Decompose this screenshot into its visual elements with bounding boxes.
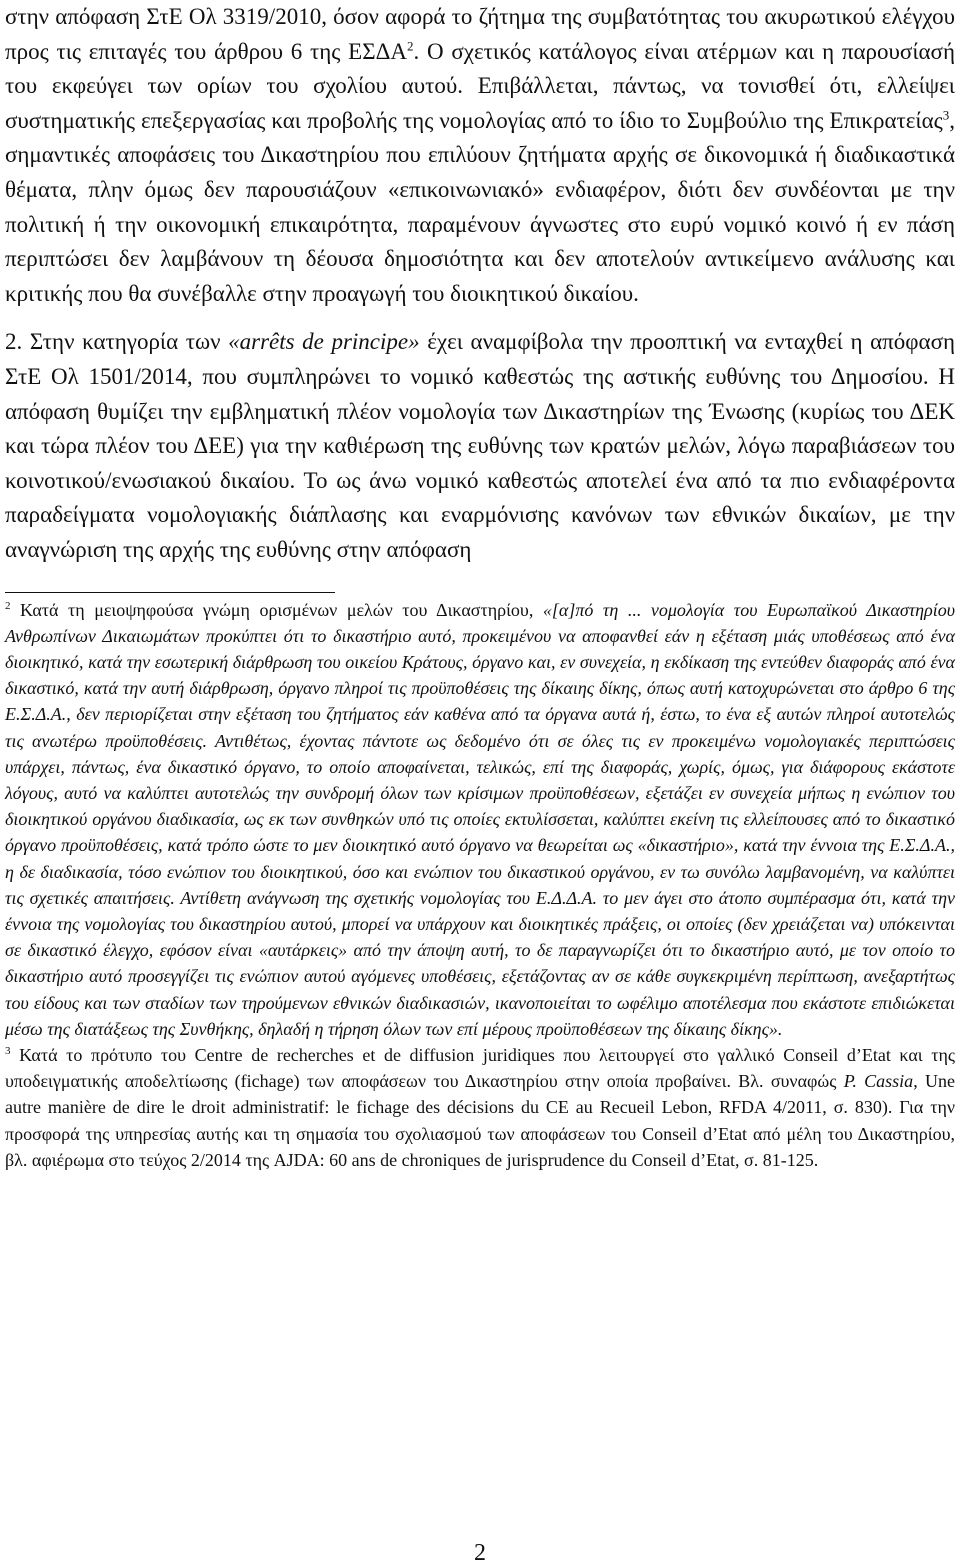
footnote-2-quote: «[α]πό τη ... νομολογία του Ευρωπαϊκού Δικαστηρίου Ανθρωπίνων Δικαιωμάτων προκύπτει ότι το δικαστήριο αυτό, προκειμένου να αποφανθεί εάν η εξέταση μιάς υποθέσεως από ένα διοικητικό, κατά την εσωτερική διάρθρωση του οικείου Κράτους, όργανο και, εν συνεχεία, η εκδίκαση της εντεύθεν διαφοράς από ένα δικαστικό, κατά την αυτή διάρθρωση, όργανο πληροί τις προϋποθέσεις της δίκαιης δίκης, όπως αυτή κατοχυρώνεται στο άρθρο 6 της Ε.Σ.Δ.Α., δεν περιορίζεται στην εξέταση του ζητήματος εάν καθένα από τα όργανα αυτά ή, έστω, το ένα εξ αυτών πληροί αυτοτελώς τις ανωτέρω προϋποθέσεις. Αντιθέτως, έχοντας πάντοτε ως δεδομένο ότι σε όλες τις εν προκειμένω νομολογιακές περιπτώσεις υπάρχει, πάντως, ένα δικαστικό όργανο, το οποίο αποφαίνεται, τελικώς, επί της διαφοράς, χωρίς, όμως, για διάφορους εκάστοτε λόγους, αυτό να καλύπτει αυτοτελώς την συνδρομή όλων των κρίσιμων προϋποθέσεων, εξετάζει εν συνεχεία μήπως η ενώπιον του διοικητικού οργάνου διαδικασία, ως εκ των συνθηκών υπό τις οποίες εκτυλίσσεται, καλύπτει εκείνη τις ελλείπουσες από το δικαστικό όργανο προϋποθέσεις, κατά τρόπο ώστε το μεν διοικητικό αυτό όργανο να θεωρείται ως «δικαστήριο», κατά την έννοια της Ε.Σ.Δ.Α., η δε διαδικασία, τόσο ενώπιον του διοικητικού, όσο και ενώπιον του δικαστικού οργάνου, εν τω συνόλω λαμβανομένη, να καλύπτει τις σχετικές απαιτήσεις. Αντίθετη ανάγνωση της σχετικής νομολογίας του Ε.Δ.Δ.Α. το μεν άγει στο άτοπο συμπέρασμα ότι, κατά την έννοια της νομολογίας του δικαστηρίου αυτού, μπορεί να υπάρχουν και διοικητικές πράξεις, οι οποίες (δεν χρειάζεται να) υπόκεινται σε δικαστικό έλεγχο, εφόσον είναι «αυτάρκεις» από την άποψη αυτή, το δε παραγνωρίζει ότι το δικαστήριο αυτό, με τον οποίο το δικαστήριο αυτό προσεγγίζει τις ενώπιον αυτού αγόμενες υποθέσεις, εξετάζοντας αν σε κάθε συγκεκριμένη περίπτωση, ανεξαρτήτως του είδους και των σταδίων των τηρούμενων εθνικών διαδικασιών, ικανοποιείται το ωφέλιμο αποτέλεσμα που εκάστοτε επιδιώκεται μέσω της διατάξεως της Συνθήκης, δηλαδή η τήρηση όλων των επί μέρους προϋποθέσεων της δίκαιης δίκης».: [5, 599, 955, 1039]
footnote-3-number: 3: [5, 1044, 11, 1057]
footnote-2: [5, 597, 955, 1042]
document-page: [5, 0, 955, 1173]
footnote-2-intro: Κατά τη μειοψηφούσα γνώμη ορισμένων μελών του Δικαστηρίου,: [10, 599, 543, 620]
page-number: 2: [474, 1540, 486, 1566]
footnote-3-text-b: , Une autre manière de dire le droit administratif: le fichage des décisions du CE au Recueil Lebon, RFDA 4/2011, σ. 830). Για την προσφορά της υπηρεσίας αυτής και τη σημασία του σχολιασμού των αποφάσεων του Conseil d’Etat από μέλη του Δικαστηρίου, βλ. αφιέρωμα στο τεύχος 2/2014 της AJDA: 60 ans de chroniques de jurisprudence du Conseil d’Etat, σ. 81-125.: [5, 1071, 955, 1170]
footnote-separator: [5, 592, 335, 593]
footnote-3-author: P. Cassia: [843, 1071, 914, 1092]
body-text: [5, 0, 955, 568]
footnote-2-number: 2: [5, 599, 11, 612]
para2-text: έχει αναμφίβολα την προοπτική να ενταχθεί η απόφαση ΣτΕ Ολ 1501/2014, που συμπληρώνει το νομικό καθεστώς της αστικής ευθύνης του Δημοσίου. Η απόφαση θυμίζει την εμβληματική πλέον νομολογία των Δικαστηρίων της Ένωσης (κυρίως του ΔΕΚ και τώρα πλέον του ΔΕΕ) για την καθιέρωση της ευθύνης των κρατών μελών, λόγω παραβιάσεων του κοινοτικού/ενωσιακού δικαίου. Το ως άνω νομικό καθεστώς αποτελεί ένα από τα πιο ενδιαφέροντα παραδείγματα νομολογιακής διάπλασης και εναρμόνισης κανόνων των εθνικών δικαίων, με την αναγνώριση της αρχής της ευθύνης στην απόφαση: [5, 329, 955, 562]
para1-text-c: , σημαντικές αποφάσεις του Δικαστηρίου που επιλύουν ζητήματα αρχής σε δικονομικά ή διαδικαστικά θέματα, πλην όμως δεν παρουσιάζουν «επικοινωνιακό» ενδιαφέρον, διότι δεν συνδέονται με την πολιτική ή την οικονομική επικαιρότητα, παραμένουν άγνωστες στο ευρύ νομικό κοινό ή εν πάση περιπτώσει δεν λαμβάνουν τη δέουσα δημοσιότητα και δεν αποτελούν αντικείμενο ανάλυσης και κριτικής που θα συνέβαλλε στην προαγωγή του διοικητικού δικαίου.: [5, 107, 955, 306]
footnote-ref-3[interactable]: 3: [942, 107, 950, 123]
para1-text-b: . Ο σχετικός κατάλογος είναι ατέρμων και η παρουσίασή του εκφεύγει των ορίων του σχολίου αυτού. Επιβάλλεται, πάντως, να τονισθεί ότι, ελλείψει συστηματικής επεξεργασίας και προβολής της νομολογίας από το ίδιο το Συμβούλιο της Επικρατείας: [5, 38, 955, 133]
para2-italic-term: «arrêts de principe»: [228, 329, 420, 355]
para2-lead: 2. Στην κατηγορία των: [5, 329, 229, 355]
footnotes: [5, 597, 955, 1173]
paragraph-1: [5, 0, 955, 311]
para1-text-a: στην απόφαση ΣτΕ Ολ 3319/2010, όσον αφορά το ζήτημα της συμβατότητας του ακυρωτικού ελέγχου προς τις επιταγές του άρθρου 6 της ΕΣΔΑ: [5, 4, 955, 64]
footnote-3-text-a: Κατά το πρότυπο του Centre de recherches et de diffusion juridiques που λειτουργεί στο γαλλικό Conseil d’Etat και της υποδειγματικής αποδελτίωσης (fichage) των αποφάσεων του Δικαστηρίου στην οποία προβαίνει. Βλ. συναφώς: [5, 1044, 955, 1092]
footnote-ref-2[interactable]: 2: [406, 37, 414, 53]
footnote-3: [5, 1042, 955, 1173]
paragraph-2: [5, 325, 955, 567]
